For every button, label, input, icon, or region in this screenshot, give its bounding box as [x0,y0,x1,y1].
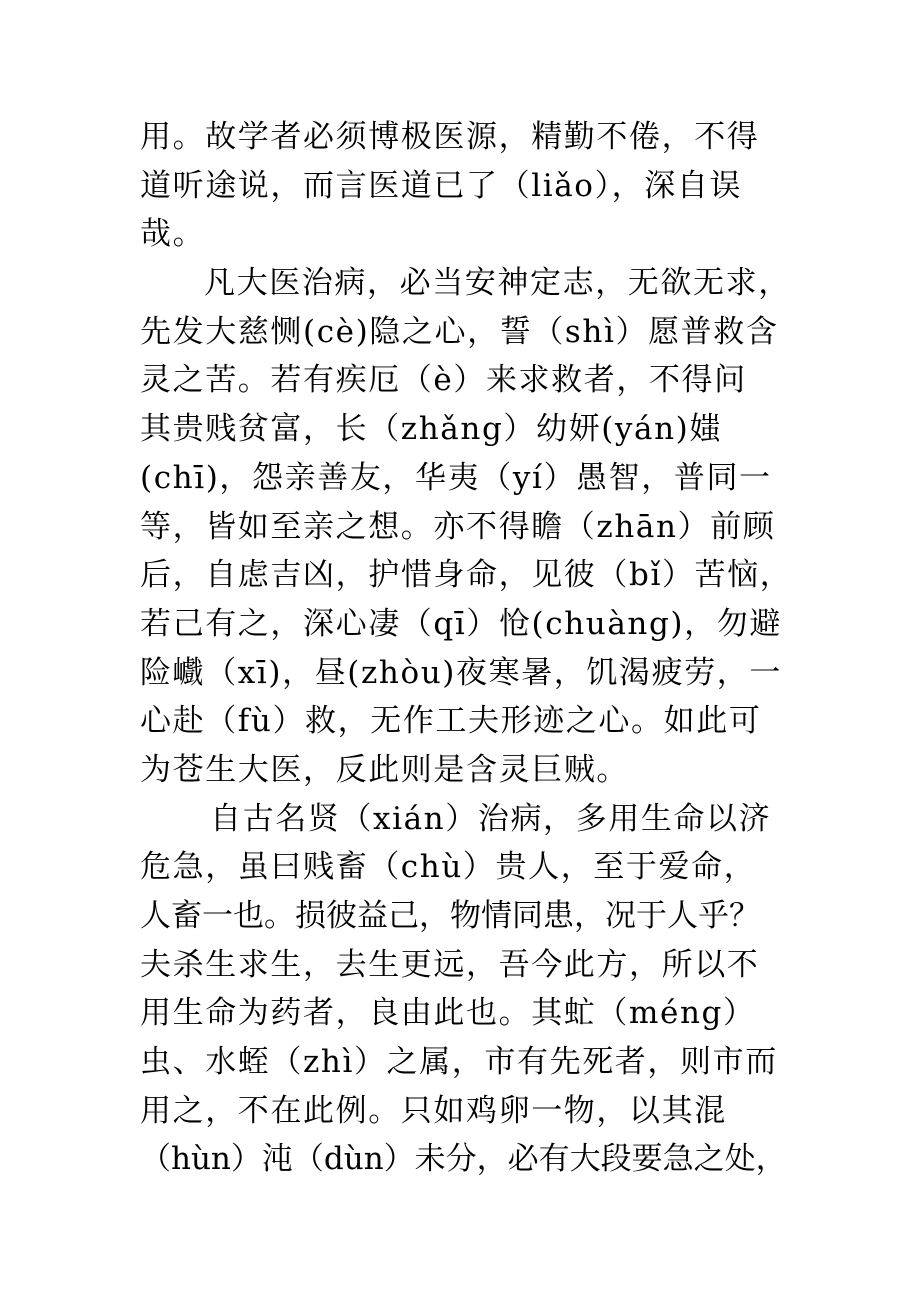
text-line: 虫、水蛭（zhì）之属，市有先死者，则市而 [140,1044,778,1081]
text-line: 其贵贱贫富，长（zhǎng）幼妍(yán)媸 [140,411,722,448]
text-line: 夫杀生求生，去生更远，吾今此方，所以不 [140,946,760,983]
text-line: 人畜一也。损彼益己，物情同患，况于人乎？ [140,898,760,934]
text-line: 哉。 [140,216,206,253]
text-line: (chī)，怨亲善友，华夷（yí）愚智，普同一 [140,459,772,496]
text-line: 灵之苦。若有疾厄（è）来求救者，不得问 [140,362,747,399]
paragraph-start-line: 自古名贤（xián）治病，多用生命以济 [210,800,772,837]
text-line: 道听途说，而言医道已了（liǎo），深自误 [140,167,743,204]
text-line: 用。故学者必须博极医源，精勤不倦，不得 [140,119,760,155]
text-line: 危急，虽曰贱畜（chù）贵人，至于爱命， [140,849,757,886]
paragraph-start-line: 凡大医治病，必当安神定志，无欲无求， [204,265,791,302]
body-text [140,113,793,1184]
text-line: 用之，不在此例。只如鸡卵一物，以其混 [140,1092,727,1129]
text-line: 心赴（fù）救，无作工夫形迹之心。如此可 [140,703,762,740]
text-line: 险巇（xī)，昼(zhòu)夜寒暑，饥渴疲劳，一 [140,654,783,691]
text-line: 后，自虑吉凶，护惜身命，见彼（bǐ）苦恼， [140,557,793,594]
text-line: 先发大慈恻(cè)隐之心，誓（shì）愿普救含 [140,313,779,350]
text-line: 用生命为药者，良由此也。其虻（méng） [140,995,756,1032]
text-line: 等，皆如至亲之想。亦不得瞻（zhān）前顾 [140,508,776,545]
text-line: 为苍生大医，反此则是含灵巨贼。 [140,751,629,788]
text-line: 若己有之，深心凄（qī）怆(chuàng)，勿避 [140,605,782,642]
text-line: （hùn）沌（dùn）未分，必有大段要急之处， [140,1141,787,1178]
